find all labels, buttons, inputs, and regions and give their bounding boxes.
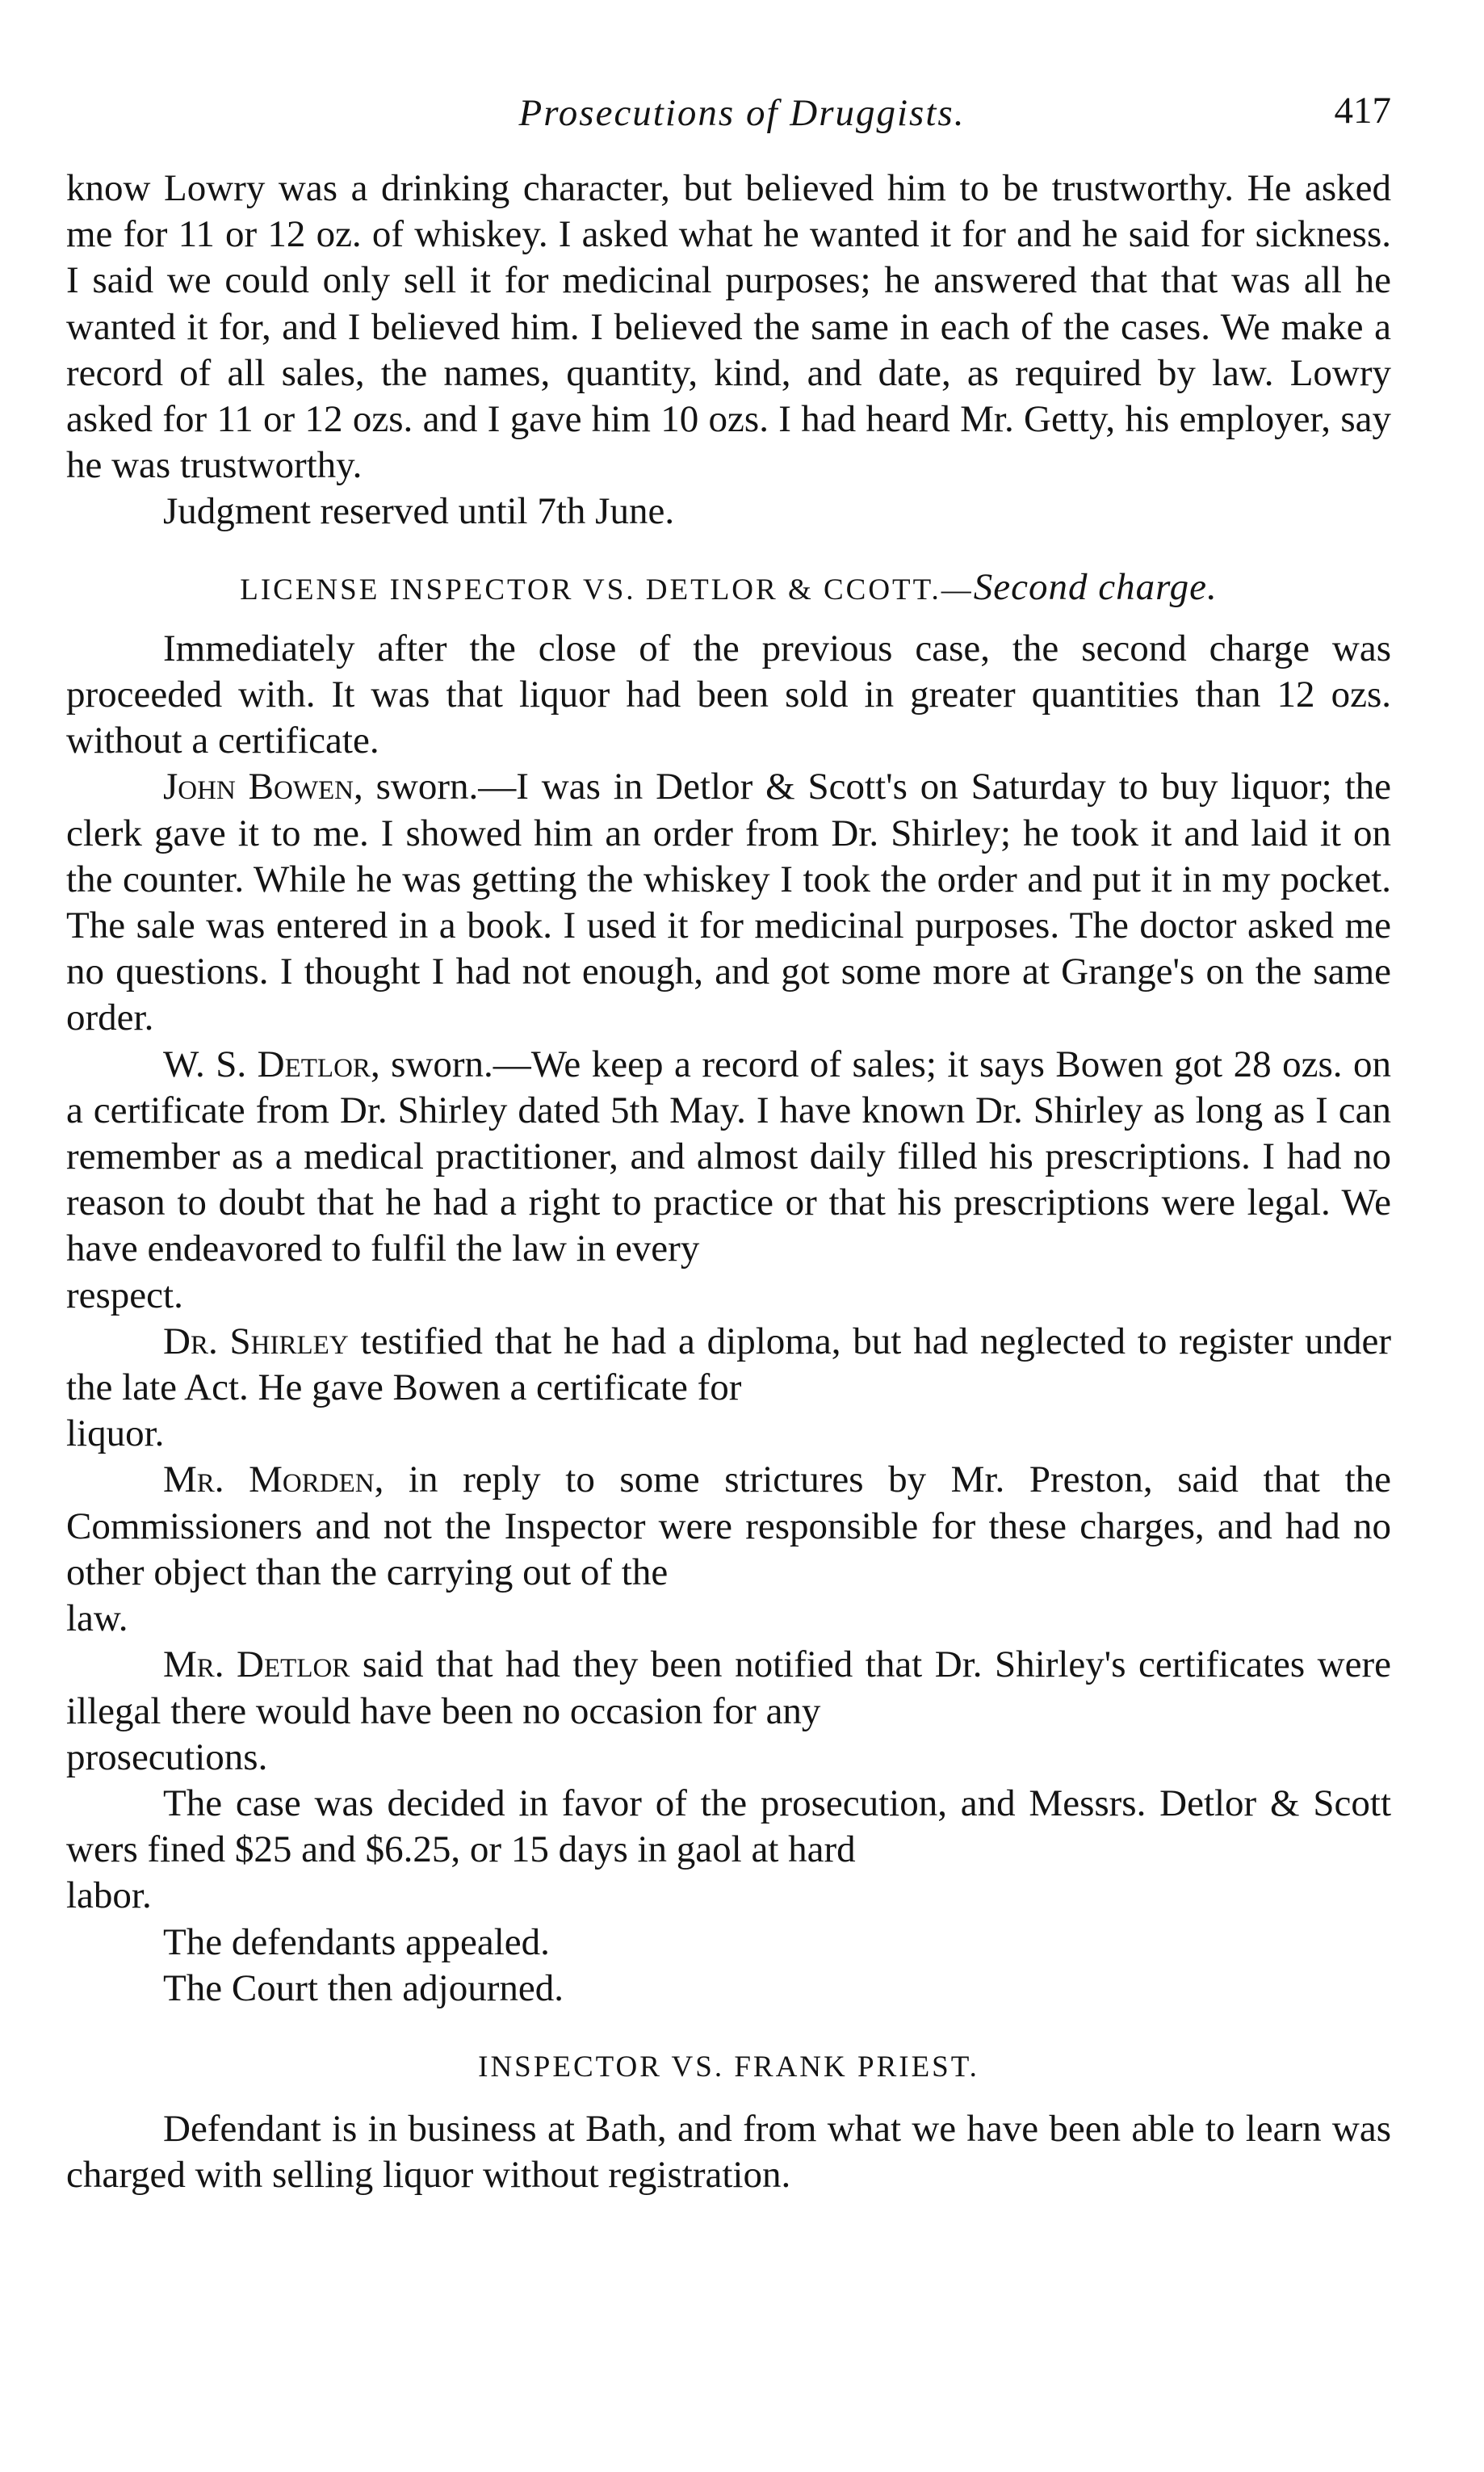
paragraph-detlor-end: respect. [66,1274,183,1316]
paragraph-decision: The case was decided in favor of the prosecution, and Messrs. Detlor & Scott wers fined $25 and $6.25, or 15 days in gaol at hard [66,1782,1391,1871]
paragraph-shirley-testimony [66,1319,1391,1411]
case-heading-frank-priest: INSPECTOR VS. FRANK PRIEST. [478,2050,979,2084]
paragraph-decision-end: labor. [66,1874,152,1917]
case-heading-detlor-scott [66,564,1391,613]
paragraph-second-charge: Immediately after the close of the previous case, the second charge was proceeded with. It was that liquor had been sold in greater quantities than 12 ozs. without a certificate. [66,627,1391,762]
paragraph-morden-reply [66,1457,1391,1596]
detlor-testimony-text: , sworn.—We keep a record of sales; it says Bowen got 28 ozs. on a certificate from Dr. Shirley dated 5th May. I have known Dr. Shirley as long as I can remember as a medical practitioner, and almost daily filled his prescriptions. I had no reason to doubt that he had a right to practice or that his prescriptions were legal. We have endeavored to fulfil the law in every [66,1043,1391,1270]
case-heading-title: LICENSE INSPECTOR VS. DETLOR & CCOTT.— [240,573,974,606]
running-title: Prosecutions of Druggists. [518,92,966,134]
paragraph-lowry-testimony: know Lowry was a drinking character, but believed him to be trustworthy. He asked me for 11 or 12 oz. of whiskey. I asked what he wanted it for and he said for sickness. I said we could only sell it for medicinal purposes; he answered that that was all he wanted it for, and I believed him. I believed the same in each of the cases. We make a record of all sales, the names, quantity, kind, and date, as required by law. Lowry asked for 11 or 12 ozs. and I gave him 10 ozs. I had heard Mr. Getty, his employer, say he was trustworthy. [66,167,1391,487]
witness-name-bowen: John Bowen [163,766,354,808]
paragraph-judgment-reserved: Judgment reserved until 7th June. [163,490,675,533]
body-text [66,166,1391,2199]
page-number: 417 [1334,90,1391,132]
paragraph-detlor-testimony [66,1042,1391,1273]
witness-name-shirley: Dr. Shirley [163,1320,349,1362]
speaker-name-detlor: Mr. Detlor [163,1643,350,1686]
running-header [0,85,1484,149]
speaker-name-morden: Mr. Morden, [163,1458,384,1501]
case-heading-charge: Second charge. [973,565,1218,608]
paragraph-priest-case: Defendant is in business at Bath, and from what we have been able to learn was charged with selling liquor without registration. [66,2108,1391,2197]
paragraph-adjourned: The Court then adjourned. [163,1966,564,2009]
bowen-testimony-text: , sworn.—I was in Detlor & Scott's on Saturday to buy liquor; the clerk gave it to me. I showed him an order from Dr. Shirley; he took it and laid it on the counter. While he was getting the whiskey I took the order and put it in my pocket. The sale was entered in a book. I used it for medicinal purposes. The doctor asked me no questions. I thought I had not enough, and got some more at Grange's on the same order. [66,766,1391,1039]
paragraph-detlor-statement-end: prosecutions. [66,1735,268,1778]
witness-name-detlor: W. S. Detlor [163,1043,371,1085]
detlor-statement-text: said that had they been notified that Dr. Shirley's certificates were illegal there would have been no occasion for any [66,1643,1392,1732]
paragraph-detlor-statement [66,1642,1391,1734]
shirley-testimony-text: testified that he had a diploma, but had neglected to register under the late Act. He gave Bowen a certificate for [66,1320,1391,1409]
morden-reply-text: in reply to some strictures by Mr. Preston, said that the Commissioners and not the Inspector were responsible for these charges, and had no other object than the carrying out of the [66,1458,1391,1593]
paragraph-morden-end: law. [66,1597,128,1640]
paragraph-appeal: The defendants appealed. [163,1920,550,1963]
paragraph-bowen-testimony [66,764,1391,1041]
paragraph-shirley-end: liquor. [66,1412,165,1455]
